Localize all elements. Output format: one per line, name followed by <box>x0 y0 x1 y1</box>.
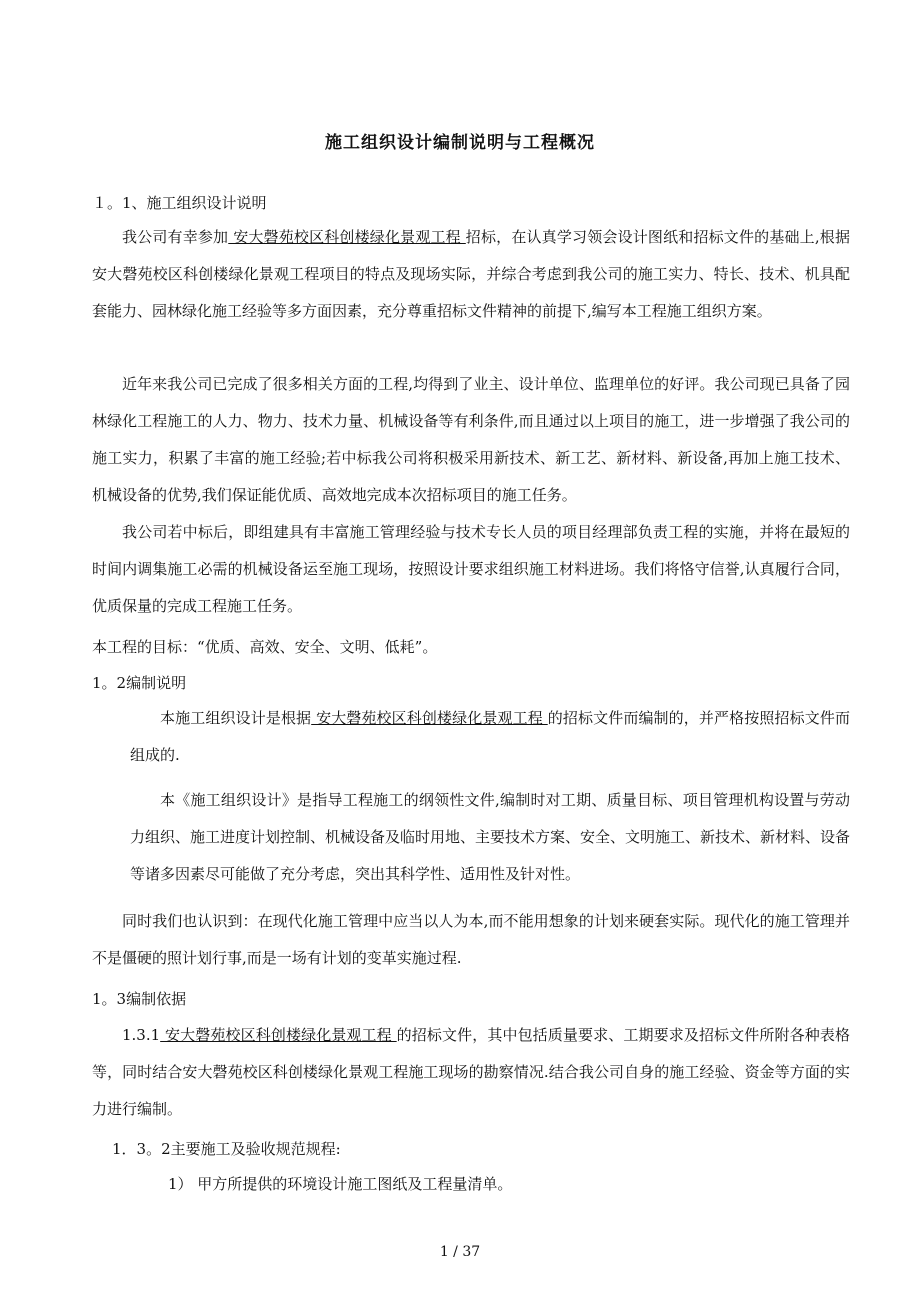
project-name-underlined: 安大磬苑校区科创楼绿化景观工程 <box>228 228 466 246</box>
section-heading-1-3-2: 1．3。2主要施工及验收规范规程: <box>112 1140 341 1158</box>
section-heading-1-1: １。1、施工组织设计说明 <box>92 194 267 212</box>
project-name-underlined: 安大磬苑校区科创楼绿化景观工程 <box>311 709 548 727</box>
page-number: 1 / 37 <box>439 1244 481 1260</box>
paragraph-text: 我公司有幸参加 <box>122 228 229 246</box>
page-title: 施工组织设计编制说明与工程概况 <box>325 133 595 153</box>
paragraph-1-3-1 <box>92 1017 850 1128</box>
section-heading-1-3: 1。3编制依据 <box>92 990 187 1008</box>
paragraph-experience: 近年来我公司已完成了很多相关方面的工程,均得到了业主、设计单位、监理单位的好评。我公司现已具备了园林绿化工程施工的人力、物力、技术力量、机械设备等有利条件,而且通过以上项目的施工，进一步增强了我公司的施工实力，积累了丰富的施工经验;若中标我公司将积极采用新技术、新工艺、新材料、新设备,再加上施工技术、机械设备的优势,我们保证能优质、高效地完成本次招标项目的施工任务。 <box>92 375 850 504</box>
paragraph-basis <box>130 700 850 774</box>
paragraph-text: 的招标文件而编制的，并严格按照招标文件而组成的. <box>130 709 850 764</box>
project-name-underlined: 安大磬苑校区科创楼绿化景观工程 <box>160 1026 397 1044</box>
item-number: 1.3.1 <box>122 1026 161 1044</box>
paragraph-management: 同时我们也认识到：在现代化施工管理中应当以人为本,而不能用想象的计划来硬套实际。现代化的施工管理并不是僵硬的照计划行事,而是一场有计划的变革实施过程. <box>92 912 850 967</box>
paragraph-text: 招标，在认真学习领会设计图纸和招标文件的基础上,根据安大磬苑校区科创楼绿化景观工程项目的特点及现场实际，并综合考虑到我公司的施工实力、特长、技术、机具配套能力、园林绿化施工经验等多方面因素，充分尊重招标文件精神的前提下,编写本工程施工组织方案。 <box>92 228 850 320</box>
paragraph-commitment: 我公司若中标后，即组建具有丰富施工管理经验与技术专长人员的项目经理部负责工程的实施，并将在最短的时间内调集施工必需的机械设备运至施工现场，按照设计要求组织施工材料进场。我们将恪守信誉,认真履行合同，优质保量的完成工程施工任务。 <box>92 523 850 615</box>
section-heading-1-2: 1。2编制说明 <box>92 674 187 692</box>
paragraph-text: 本施工组织设计是根据 <box>160 709 312 727</box>
paragraph-text: 的招标文件，其中包括质量要求、工期要求及招标文件所附各种表格等，同时结合安大磬苑校区科创楼绿化景观工程施工现场的勘察情况.结合我公司自身的施工经验、资金等方面的实力进行编制。 <box>92 1026 850 1118</box>
list-item: 1） 甲方所提供的环境设计施工图纸及工程量清单。 <box>168 1175 513 1193</box>
paragraph-guideline: 本《施工组织设计》是指导工程施工的纲领性文件,编制时对工期、质量目标、项目管理机构设置与劳动力组织、施工进度计划控制、机械设备及临时用地、主要技术方案、安全、文明施工、新技术、新材料、设备等诸多因素尽可能做了充分考虑，突出其科学性、适用性及针对性。 <box>130 791 851 883</box>
project-goal: 本工程的目标：“优质、高效、安全、文明、低耗”。 <box>92 638 438 656</box>
paragraph-intro <box>92 219 850 330</box>
